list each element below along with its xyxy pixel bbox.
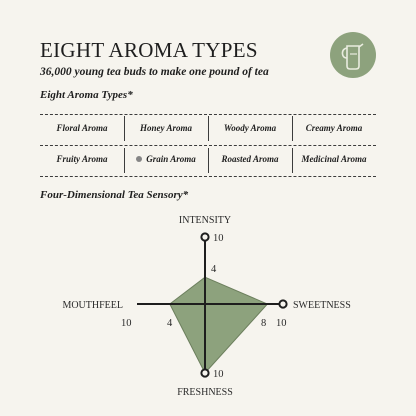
intensity-max-marker (201, 233, 208, 240)
sweetness-max-marker (279, 300, 286, 307)
aroma-woody: Woody Aroma (223, 123, 277, 133)
aroma-honey: Honey Aroma (140, 123, 192, 133)
intensity-label: INTENSITY (178, 215, 232, 226)
aroma-medicinal: Medicinal Aroma (301, 154, 367, 164)
freshness-max-label: 10 (213, 369, 224, 380)
sweetness-label: SWEETNESS (293, 300, 351, 311)
page-subtitle: 36,000 young tea buds to make one pound of tea (40, 66, 269, 78)
page-title: EIGHT AROMA TYPES (40, 38, 258, 62)
sweetness-value-label: 8 (261, 318, 267, 329)
freshness-label: FRESHNESS (177, 387, 233, 398)
aroma-floral: Floral Aroma (56, 123, 108, 133)
aroma-grain-label: Grain Aroma (146, 154, 196, 164)
freshness-max-marker (201, 369, 208, 376)
sensory-area (170, 277, 268, 373)
aroma-fruity: Fruity Aroma (56, 154, 108, 164)
intensity-max-label: 10 (213, 233, 224, 244)
sweetness-max-label: 10 (276, 318, 287, 329)
aroma-roasted: Roasted Aroma (221, 154, 279, 164)
sensory-section-label: Four-Dimensional Tea Sensory* (40, 189, 189, 201)
intensity-value-label: 4 (211, 264, 217, 275)
aroma-creamy: Creamy Aroma (305, 123, 363, 133)
mouthfeel-value-label: 4 (167, 318, 173, 329)
mouthfeel-label: MOUTHFEEL (62, 300, 123, 311)
mouthfeel-max-label: 10 (121, 318, 132, 329)
aroma-section-label: Eight Aroma Types* (40, 89, 133, 101)
